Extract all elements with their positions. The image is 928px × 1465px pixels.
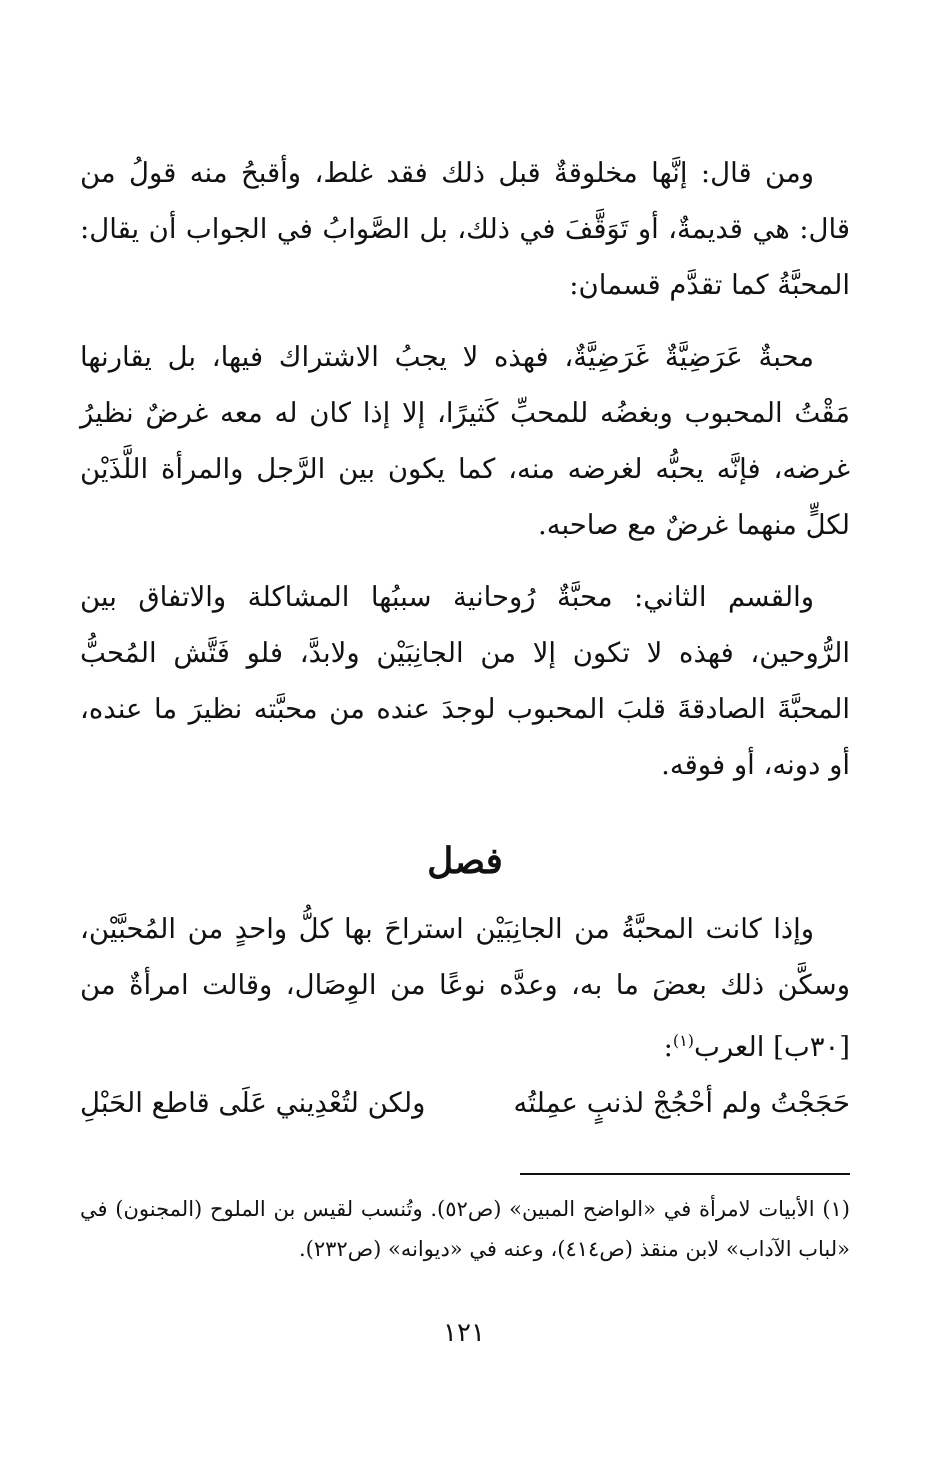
poetry-verse — [80, 1075, 850, 1131]
paragraph-4-text: وإذا كانت المحبَّةُ من الجانِبَيْن استراحَ بها كلُّ واحدٍ من المُحبَّيْن، وسكَّن ذلك بعضَ ما به، وعدَّه نوعًا من الوِصَال، وقالت امرأةٌ من [٣٠ب] العرب — [80, 913, 850, 1064]
verse-first-hemistich: حَجَجْتُ ولم أحْجُجْ لذنبٍ عمِلتُه — [513, 1087, 850, 1120]
paragraph-4-end: : — [663, 1031, 673, 1064]
footnote-divider — [520, 1173, 850, 1175]
paragraph-2: محبةٌ عَرَضِيَّةٌ غَرَضِيَّةٌ، فهذه لا يجبُ الاشتراك فيها، بل يقارنها مَقْتُ المحبوب وبغضُه للمحبِّ كَثيرًا، إلا إذا كان له معه غرضٌ نظيرُ غرضه، فإنَّه يحبُّه لغرضه منه، كما يكون بين الرَّجل والمرأة اللَّذَيْن لكلٍّ منهما غرضٌ مع صاحبه. — [80, 341, 850, 541]
footnote-reference: (١) — [672, 1031, 694, 1050]
footnote-1: (١) الأبيات لامرأة في «الواضح المبين» (ص٥٢). وتُنسب لقيس بن الملوح (المجنون) في «لباب الآداب» لابن منقذ (ص٤١٤)، وعنه في «ديوانه» (ص٢٣٢). — [80, 1197, 850, 1262]
paragraph-3: والقسم الثاني: محبَّةٌ رُوحانية سببُها المشاكلة والاتفاق بين الرُّوحين، فهذه لا تكون إلا من الجانِبَيْن ولابدَّ، فلو فَتَّش المُحبُّ المحبَّةَ الصادقةَ قلبَ المحبوب لوجدَ عنده من محبَّته نظيرَ ما عنده، أو دونه، أو فوقه. — [80, 581, 850, 781]
verse-second-hemistich: ولكن لتُعْدِيني عَلَى قاطع الحَبْلِ — [80, 1087, 426, 1120]
paragraph-4 — [80, 901, 850, 1075]
page-body — [80, 145, 850, 1269]
section-heading: فصل — [427, 840, 503, 882]
page-number: ١٢١ — [443, 1318, 485, 1348]
paragraph-1: ومن قال: إنَّها مخلوقةٌ قبل ذلك فقد غلط، وأقبحُ منه قولُ من قال: هي قديمةٌ، أو تَوَقَّفَ في ذلك، بل الصَّوابُ في الجواب أن يقال: المحبَّةُ كما تقدَّم قسمان: — [80, 157, 850, 301]
